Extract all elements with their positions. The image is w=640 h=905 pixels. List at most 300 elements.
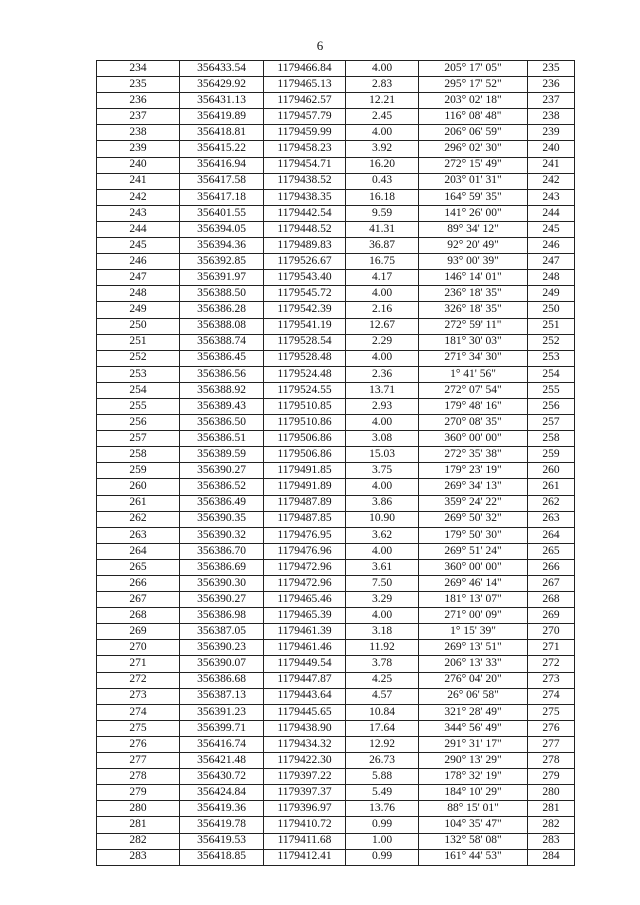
table-row [97, 463, 575, 479]
x-coordinate-cell: 356390.23 [180, 640, 264, 656]
table-row [97, 592, 575, 608]
distance-cell: 4.17 [346, 270, 419, 286]
distance-cell: 2.93 [346, 398, 419, 414]
next-point-cell: 247 [528, 254, 575, 270]
x-coordinate-cell: 356386.69 [180, 559, 264, 575]
bearing-cell: 93° 00' 39" [419, 254, 528, 270]
point-number-cell: 259 [97, 463, 180, 479]
next-point-cell: 272 [528, 656, 575, 672]
x-coordinate-cell: 356419.53 [180, 833, 264, 849]
distance-cell: 5.49 [346, 785, 419, 801]
distance-cell: 4.00 [346, 479, 419, 495]
next-point-cell: 252 [528, 334, 575, 350]
point-number-cell: 235 [97, 77, 180, 93]
point-number-cell: 283 [97, 849, 180, 865]
next-point-cell: 259 [528, 447, 575, 463]
bearing-cell: 141° 26' 00" [419, 205, 528, 221]
x-coordinate-cell: 356417.18 [180, 189, 264, 205]
point-number-cell: 248 [97, 286, 180, 302]
point-number-cell: 237 [97, 109, 180, 125]
y-coordinate-cell: 1179472.96 [264, 576, 346, 592]
table-row [97, 640, 575, 656]
point-number-cell: 254 [97, 382, 180, 398]
point-number-cell: 249 [97, 302, 180, 318]
bearing-cell: 236° 18' 35" [419, 286, 528, 302]
next-point-cell: 257 [528, 415, 575, 431]
x-coordinate-cell: 356419.89 [180, 109, 264, 125]
point-number-cell: 266 [97, 576, 180, 592]
table-row [97, 205, 575, 221]
y-coordinate-cell: 1179454.71 [264, 157, 346, 173]
point-number-cell: 257 [97, 431, 180, 447]
next-point-cell: 263 [528, 511, 575, 527]
point-number-cell: 276 [97, 736, 180, 752]
bearing-cell: 181° 13' 07" [419, 592, 528, 608]
bearing-cell: 290° 13' 29" [419, 753, 528, 769]
distance-cell: 2.36 [346, 366, 419, 382]
bearing-cell: 269° 34' 13" [419, 479, 528, 495]
next-point-cell: 262 [528, 495, 575, 511]
point-number-cell: 281 [97, 817, 180, 833]
next-point-cell: 253 [528, 350, 575, 366]
distance-cell: 2.29 [346, 334, 419, 350]
bearing-cell: 360° 00' 00" [419, 559, 528, 575]
x-coordinate-cell: 356386.28 [180, 302, 264, 318]
distance-cell: 7.50 [346, 576, 419, 592]
table-row [97, 608, 575, 624]
next-point-cell: 246 [528, 238, 575, 254]
bearing-cell: 203° 01' 31" [419, 173, 528, 189]
x-coordinate-cell: 356415.22 [180, 141, 264, 157]
x-coordinate-cell: 356386.70 [180, 543, 264, 559]
table-row [97, 350, 575, 366]
distance-cell: 4.00 [346, 608, 419, 624]
y-coordinate-cell: 1179462.57 [264, 93, 346, 109]
next-point-cell: 245 [528, 221, 575, 237]
bearing-cell: 271° 00' 09" [419, 608, 528, 624]
point-number-cell: 261 [97, 495, 180, 511]
y-coordinate-cell: 1179447.87 [264, 672, 346, 688]
next-point-cell: 281 [528, 801, 575, 817]
bearing-cell: 161° 44' 53" [419, 849, 528, 865]
table-row [97, 543, 575, 559]
bearing-cell: 321° 28' 49" [419, 704, 528, 720]
y-coordinate-cell: 1179410.72 [264, 817, 346, 833]
bearing-cell: 295° 17' 52" [419, 77, 528, 93]
next-point-cell: 267 [528, 576, 575, 592]
y-coordinate-cell: 1179438.35 [264, 189, 346, 205]
y-coordinate-cell: 1179476.96 [264, 543, 346, 559]
coordinates-table [96, 60, 575, 866]
y-coordinate-cell: 1179542.39 [264, 302, 346, 318]
y-coordinate-cell: 1179506.86 [264, 431, 346, 447]
bearing-cell: 89° 34' 12" [419, 221, 528, 237]
point-number-cell: 268 [97, 608, 180, 624]
table-row [97, 849, 575, 865]
table-row [97, 221, 575, 237]
distance-cell: 4.25 [346, 672, 419, 688]
next-point-cell: 251 [528, 318, 575, 334]
bearing-cell: 269° 51' 24" [419, 543, 528, 559]
bearing-cell: 203° 02' 18" [419, 93, 528, 109]
table-row [97, 302, 575, 318]
y-coordinate-cell: 1179461.46 [264, 640, 346, 656]
point-number-cell: 234 [97, 61, 180, 77]
y-coordinate-cell: 1179438.90 [264, 720, 346, 736]
distance-cell: 1.00 [346, 833, 419, 849]
y-coordinate-cell: 1179526.67 [264, 254, 346, 270]
x-coordinate-cell: 356390.27 [180, 463, 264, 479]
point-number-cell: 279 [97, 785, 180, 801]
bearing-cell: 296° 02' 30" [419, 141, 528, 157]
x-coordinate-cell: 356390.27 [180, 592, 264, 608]
next-point-cell: 255 [528, 382, 575, 398]
x-coordinate-cell: 356387.13 [180, 688, 264, 704]
bearing-cell: 92° 20' 49" [419, 238, 528, 254]
y-coordinate-cell: 1179524.48 [264, 366, 346, 382]
next-point-cell: 236 [528, 77, 575, 93]
distance-cell: 3.62 [346, 527, 419, 543]
table-row [97, 238, 575, 254]
y-coordinate-cell: 1179472.96 [264, 559, 346, 575]
y-coordinate-cell: 1179461.39 [264, 624, 346, 640]
x-coordinate-cell: 356386.50 [180, 415, 264, 431]
point-number-cell: 275 [97, 720, 180, 736]
distance-cell: 4.00 [346, 543, 419, 559]
table-row [97, 688, 575, 704]
table-row [97, 527, 575, 543]
table-row [97, 93, 575, 109]
point-number-cell: 277 [97, 753, 180, 769]
point-number-cell: 271 [97, 656, 180, 672]
table-row [97, 447, 575, 463]
y-coordinate-cell: 1179528.54 [264, 334, 346, 350]
bearing-cell: 179° 23' 19" [419, 463, 528, 479]
bearing-cell: 178° 32' 19" [419, 769, 528, 785]
next-point-cell: 271 [528, 640, 575, 656]
bearing-cell: 326° 18' 35" [419, 302, 528, 318]
next-point-cell: 261 [528, 479, 575, 495]
next-point-cell: 284 [528, 849, 575, 865]
x-coordinate-cell: 356391.23 [180, 704, 264, 720]
distance-cell: 16.20 [346, 157, 419, 173]
bearing-cell: 132° 58' 08" [419, 833, 528, 849]
next-point-cell: 269 [528, 608, 575, 624]
distance-cell: 36.87 [346, 238, 419, 254]
x-coordinate-cell: 356421.48 [180, 753, 264, 769]
distance-cell: 3.92 [346, 141, 419, 157]
distance-cell: 26.73 [346, 753, 419, 769]
table-row [97, 189, 575, 205]
point-number-cell: 265 [97, 559, 180, 575]
y-coordinate-cell: 1179465.39 [264, 608, 346, 624]
distance-cell: 3.78 [346, 656, 419, 672]
point-number-cell: 240 [97, 157, 180, 173]
table-row [97, 141, 575, 157]
next-point-cell: 235 [528, 61, 575, 77]
y-coordinate-cell: 1179443.64 [264, 688, 346, 704]
point-number-cell: 267 [97, 592, 180, 608]
y-coordinate-cell: 1179489.83 [264, 238, 346, 254]
point-number-cell: 247 [97, 270, 180, 286]
point-number-cell: 272 [97, 672, 180, 688]
bearing-cell: 116° 08' 48" [419, 109, 528, 125]
table-row [97, 125, 575, 141]
x-coordinate-cell: 356390.32 [180, 527, 264, 543]
y-coordinate-cell: 1179457.79 [264, 109, 346, 125]
distance-cell: 10.84 [346, 704, 419, 720]
coordinates-table-body [97, 61, 575, 866]
table-row [97, 817, 575, 833]
bearing-cell: 205° 17' 05" [419, 61, 528, 77]
bearing-cell: 269° 50' 32" [419, 511, 528, 527]
table-row [97, 511, 575, 527]
table-row [97, 254, 575, 270]
distance-cell: 3.08 [346, 431, 419, 447]
distance-cell: 12.21 [346, 93, 419, 109]
y-coordinate-cell: 1179491.85 [264, 463, 346, 479]
x-coordinate-cell: 356419.36 [180, 801, 264, 817]
distance-cell: 0.99 [346, 817, 419, 833]
bearing-cell: 272° 15' 49" [419, 157, 528, 173]
next-point-cell: 242 [528, 173, 575, 189]
distance-cell: 41.31 [346, 221, 419, 237]
table-row [97, 431, 575, 447]
x-coordinate-cell: 356390.35 [180, 511, 264, 527]
bearing-cell: 1° 15' 39" [419, 624, 528, 640]
point-number-cell: 239 [97, 141, 180, 157]
bearing-cell: 272° 07' 54" [419, 382, 528, 398]
distance-cell: 12.92 [346, 736, 419, 752]
point-number-cell: 255 [97, 398, 180, 414]
x-coordinate-cell: 356386.98 [180, 608, 264, 624]
next-point-cell: 249 [528, 286, 575, 302]
x-coordinate-cell: 356386.49 [180, 495, 264, 511]
next-point-cell: 260 [528, 463, 575, 479]
point-number-cell: 253 [97, 366, 180, 382]
x-coordinate-cell: 356388.74 [180, 334, 264, 350]
table-row [97, 173, 575, 189]
next-point-cell: 241 [528, 157, 575, 173]
table-row [97, 366, 575, 382]
point-number-cell: 244 [97, 221, 180, 237]
y-coordinate-cell: 1179506.86 [264, 447, 346, 463]
point-number-cell: 274 [97, 704, 180, 720]
bearing-cell: 271° 34' 30" [419, 350, 528, 366]
next-point-cell: 248 [528, 270, 575, 286]
x-coordinate-cell: 356394.05 [180, 221, 264, 237]
x-coordinate-cell: 356389.59 [180, 447, 264, 463]
x-coordinate-cell: 356392.85 [180, 254, 264, 270]
y-coordinate-cell: 1179543.40 [264, 270, 346, 286]
bearing-cell: 269° 13' 51" [419, 640, 528, 656]
distance-cell: 4.57 [346, 688, 419, 704]
y-coordinate-cell: 1179466.84 [264, 61, 346, 77]
table-row [97, 157, 575, 173]
point-number-cell: 262 [97, 511, 180, 527]
bearing-cell: 276° 04' 20" [419, 672, 528, 688]
x-coordinate-cell: 356391.97 [180, 270, 264, 286]
y-coordinate-cell: 1179476.95 [264, 527, 346, 543]
bearing-cell: 181° 30' 03" [419, 334, 528, 350]
x-coordinate-cell: 356388.08 [180, 318, 264, 334]
x-coordinate-cell: 356388.92 [180, 382, 264, 398]
bearing-cell: 272° 35' 38" [419, 447, 528, 463]
y-coordinate-cell: 1179491.89 [264, 479, 346, 495]
bearing-cell: 184° 10' 29" [419, 785, 528, 801]
point-number-cell: 256 [97, 415, 180, 431]
bearing-cell: 179° 48' 16" [419, 398, 528, 414]
bearing-cell: 88° 15' 01" [419, 801, 528, 817]
distance-cell: 9.59 [346, 205, 419, 221]
table-row [97, 286, 575, 302]
bearing-cell: 291° 31' 17" [419, 736, 528, 752]
x-coordinate-cell: 356387.05 [180, 624, 264, 640]
next-point-cell: 282 [528, 817, 575, 833]
y-coordinate-cell: 1179528.48 [264, 350, 346, 366]
point-number-cell: 278 [97, 769, 180, 785]
point-number-cell: 263 [97, 527, 180, 543]
bearing-cell: 359° 24' 22" [419, 495, 528, 511]
x-coordinate-cell: 356417.58 [180, 173, 264, 189]
distance-cell: 15.03 [346, 447, 419, 463]
point-number-cell: 238 [97, 125, 180, 141]
bearing-cell: 344° 56' 49" [419, 720, 528, 736]
table-row [97, 736, 575, 752]
x-coordinate-cell: 356386.68 [180, 672, 264, 688]
x-coordinate-cell: 356390.07 [180, 656, 264, 672]
y-coordinate-cell: 1179396.97 [264, 801, 346, 817]
y-coordinate-cell: 1179487.85 [264, 511, 346, 527]
distance-cell: 3.75 [346, 463, 419, 479]
distance-cell: 10.90 [346, 511, 419, 527]
next-point-cell: 240 [528, 141, 575, 157]
next-point-cell: 273 [528, 672, 575, 688]
x-coordinate-cell: 356424.84 [180, 785, 264, 801]
y-coordinate-cell: 1179445.65 [264, 704, 346, 720]
table-row [97, 382, 575, 398]
distance-cell: 0.99 [346, 849, 419, 865]
distance-cell: 4.00 [346, 415, 419, 431]
y-coordinate-cell: 1179412.41 [264, 849, 346, 865]
distance-cell: 4.00 [346, 286, 419, 302]
point-number-cell: 260 [97, 479, 180, 495]
table-row [97, 479, 575, 495]
y-coordinate-cell: 1179459.99 [264, 125, 346, 141]
next-point-cell: 270 [528, 624, 575, 640]
next-point-cell: 275 [528, 704, 575, 720]
bearing-cell: 26° 06' 58" [419, 688, 528, 704]
table-row [97, 720, 575, 736]
next-point-cell: 264 [528, 527, 575, 543]
next-point-cell: 279 [528, 769, 575, 785]
x-coordinate-cell: 356418.85 [180, 849, 264, 865]
next-point-cell: 237 [528, 93, 575, 109]
distance-cell: 3.18 [346, 624, 419, 640]
distance-cell: 4.00 [346, 61, 419, 77]
point-number-cell: 251 [97, 334, 180, 350]
table-row [97, 415, 575, 431]
y-coordinate-cell: 1179545.72 [264, 286, 346, 302]
point-number-cell: 264 [97, 543, 180, 559]
distance-cell: 3.29 [346, 592, 419, 608]
bearing-cell: 146° 14' 01" [419, 270, 528, 286]
x-coordinate-cell: 356419.78 [180, 817, 264, 833]
table-row [97, 318, 575, 334]
table-row [97, 109, 575, 125]
x-coordinate-cell: 356394.36 [180, 238, 264, 254]
y-coordinate-cell: 1179541.19 [264, 318, 346, 334]
x-coordinate-cell: 356433.54 [180, 61, 264, 77]
point-number-cell: 241 [97, 173, 180, 189]
next-point-cell: 274 [528, 688, 575, 704]
point-number-cell: 252 [97, 350, 180, 366]
y-coordinate-cell: 1179458.23 [264, 141, 346, 157]
point-number-cell: 245 [97, 238, 180, 254]
x-coordinate-cell: 356429.92 [180, 77, 264, 93]
distance-cell: 13.71 [346, 382, 419, 398]
table-row [97, 559, 575, 575]
table-row [97, 334, 575, 350]
bearing-cell: 206° 06' 59" [419, 125, 528, 141]
x-coordinate-cell: 356431.13 [180, 93, 264, 109]
distance-cell: 0.43 [346, 173, 419, 189]
point-number-cell: 280 [97, 801, 180, 817]
y-coordinate-cell: 1179422.30 [264, 753, 346, 769]
next-point-cell: 239 [528, 125, 575, 141]
distance-cell: 4.00 [346, 125, 419, 141]
distance-cell: 3.86 [346, 495, 419, 511]
distance-cell: 3.61 [346, 559, 419, 575]
table-row [97, 576, 575, 592]
table-row [97, 753, 575, 769]
y-coordinate-cell: 1179411.68 [264, 833, 346, 849]
y-coordinate-cell: 1179449.54 [264, 656, 346, 672]
table-row [97, 833, 575, 849]
x-coordinate-cell: 356430.72 [180, 769, 264, 785]
next-point-cell: 258 [528, 431, 575, 447]
next-point-cell: 280 [528, 785, 575, 801]
y-coordinate-cell: 1179487.89 [264, 495, 346, 511]
x-coordinate-cell: 356399.71 [180, 720, 264, 736]
table-row [97, 61, 575, 77]
next-point-cell: 278 [528, 753, 575, 769]
table-row [97, 704, 575, 720]
point-number-cell: 282 [97, 833, 180, 849]
bearing-cell: 269° 46' 14" [419, 576, 528, 592]
table-row [97, 77, 575, 93]
next-point-cell: 276 [528, 720, 575, 736]
x-coordinate-cell: 356386.52 [180, 479, 264, 495]
distance-cell: 13.76 [346, 801, 419, 817]
distance-cell: 2.45 [346, 109, 419, 125]
x-coordinate-cell: 356416.74 [180, 736, 264, 752]
next-point-cell: 277 [528, 736, 575, 752]
y-coordinate-cell: 1179442.54 [264, 205, 346, 221]
distance-cell: 16.75 [346, 254, 419, 270]
y-coordinate-cell: 1179448.52 [264, 221, 346, 237]
bearing-cell: 104° 35' 47" [419, 817, 528, 833]
next-point-cell: 243 [528, 189, 575, 205]
y-coordinate-cell: 1179397.37 [264, 785, 346, 801]
table-row [97, 495, 575, 511]
distance-cell: 11.92 [346, 640, 419, 656]
bearing-cell: 270° 08' 35" [419, 415, 528, 431]
next-point-cell: 268 [528, 592, 575, 608]
y-coordinate-cell: 1179510.85 [264, 398, 346, 414]
table-row [97, 624, 575, 640]
y-coordinate-cell: 1179524.55 [264, 382, 346, 398]
